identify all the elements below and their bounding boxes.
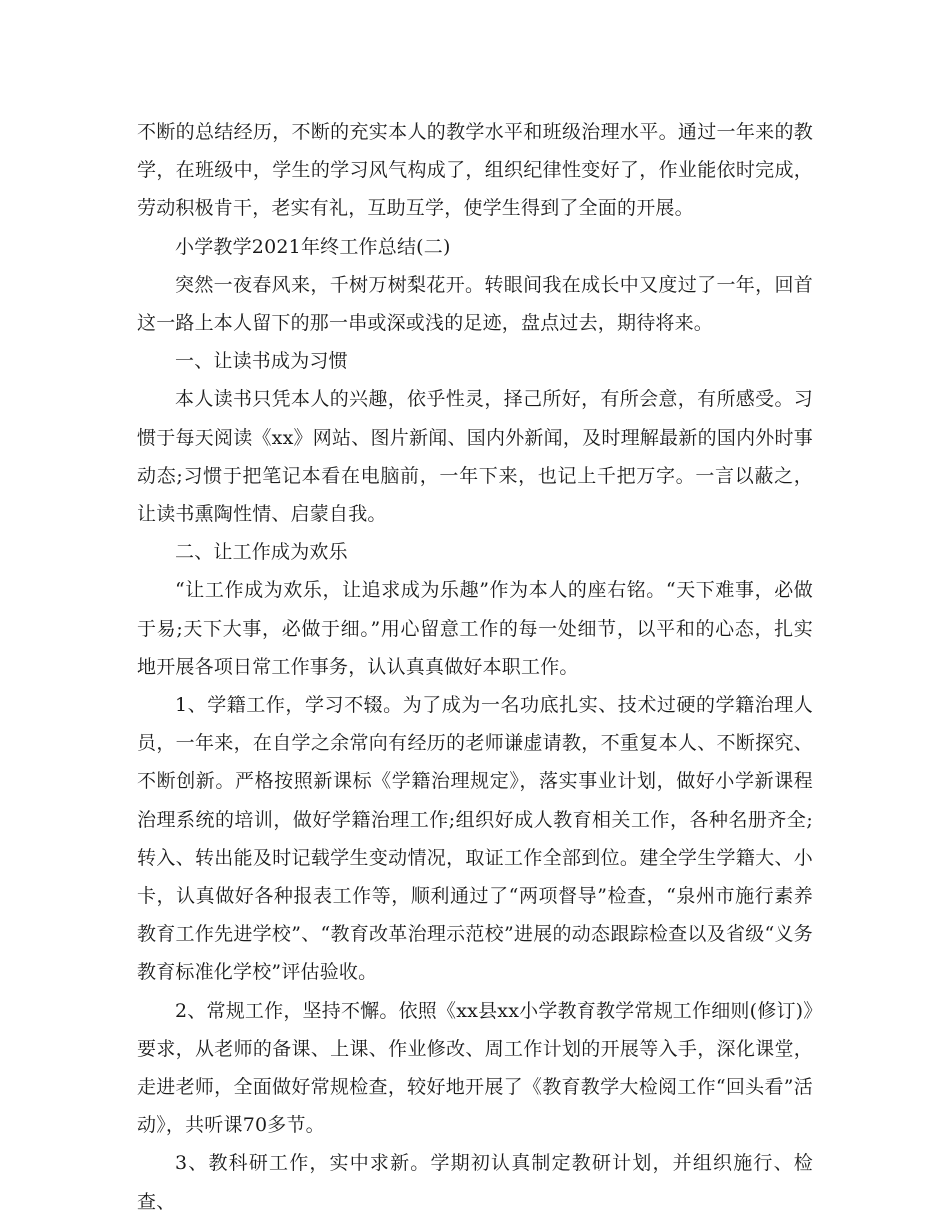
paragraph-intro: 突然一夜春风来，千树万树梨花开。转眼间我在成长中又度过了一年，回首这一路上本人留下的那一串或深或浅的足迹，盘点过去，期待将来。 (137, 273, 813, 335)
section-title: 小学教学2021年终工作总结(二) (175, 235, 451, 258)
section-heading-work: 二、让工作成为欢乐 (175, 541, 348, 564)
paragraph-student-records: 1、学籍工作，学习不辍。为了成为一名功底扎实、技术过硬的学籍治理人员，一年来，在自学之余常向有经历的老师谦虚请教，不重复本人、不断探究、不断创新。严格按照新课标《学籍治理规定》，落实事业计划，做好小学新课程治理系统的培训，做好学籍治理工作;组织好成人教育相关工作，各种名册齐全;转入、转出能及时记载学生变动情况，取证工作全部到位。建全学生学籍大、小卡，认真做好各种报表工作等，顺利通过了“两项督导”检查，“泉州市施行素养教育工作先进学校”、“教育改革治理示范校”进展的动态跟踪检查以及省级“义务教育标准化学校”评估验收。 (137, 694, 813, 984)
paragraph-motto: “让工作成为欢乐，让追求成为乐趣”作为本人的座右铭。“天下难事，必做于易;天下大事，必做于细。”用心留意工作的每一处细节，以平和的心态，扎实地开展各项日常工作事务，认认真真做好本职工作。 (137, 579, 813, 678)
document-body (137, 113, 813, 1221)
section-heading-reading: 一、让读书成为习惯 (175, 350, 348, 373)
paragraph-routine-work: 2、常规工作，坚持不懈。依照《xx县xx小学教育教学常规工作细则(修订)》要求，从老师的备课、上课、作业修改、周工作计划的开展等入手，深化课堂，走进老师，全面做好常规检查，较好地开展了《教育教学大检阅工作“回头看”活动》，共听课70多节。 (137, 999, 813, 1137)
paragraph-reading: 本人读书只凭本人的兴趣，依乎性灵，择己所好，有所会意，有所感受。习惯于每天阅读《xx》网站、图片新闻、国内外新闻，及时理解最新的国内外时事动态;习惯于把笔记本看在电脑前，一年下来，也记上千把万字。一言以蔽之，让读书熏陶性情、启蒙自我。 (137, 388, 813, 526)
paragraph-continuation: 不断的总结经历，不断的充实本人的教学水平和班级治理水平。通过一年来的教学，在班级中，学生的学习风气构成了，组织纪律性变好了，作业能依时完成，劳动积极肯干，老实有礼，互助互学，使学生得到了全面的开展。 (137, 121, 813, 220)
paragraph-research-work: 3、教科研工作，实中求新。学期初认真制定教研计划，并组织施行、检查、 (137, 1152, 813, 1213)
